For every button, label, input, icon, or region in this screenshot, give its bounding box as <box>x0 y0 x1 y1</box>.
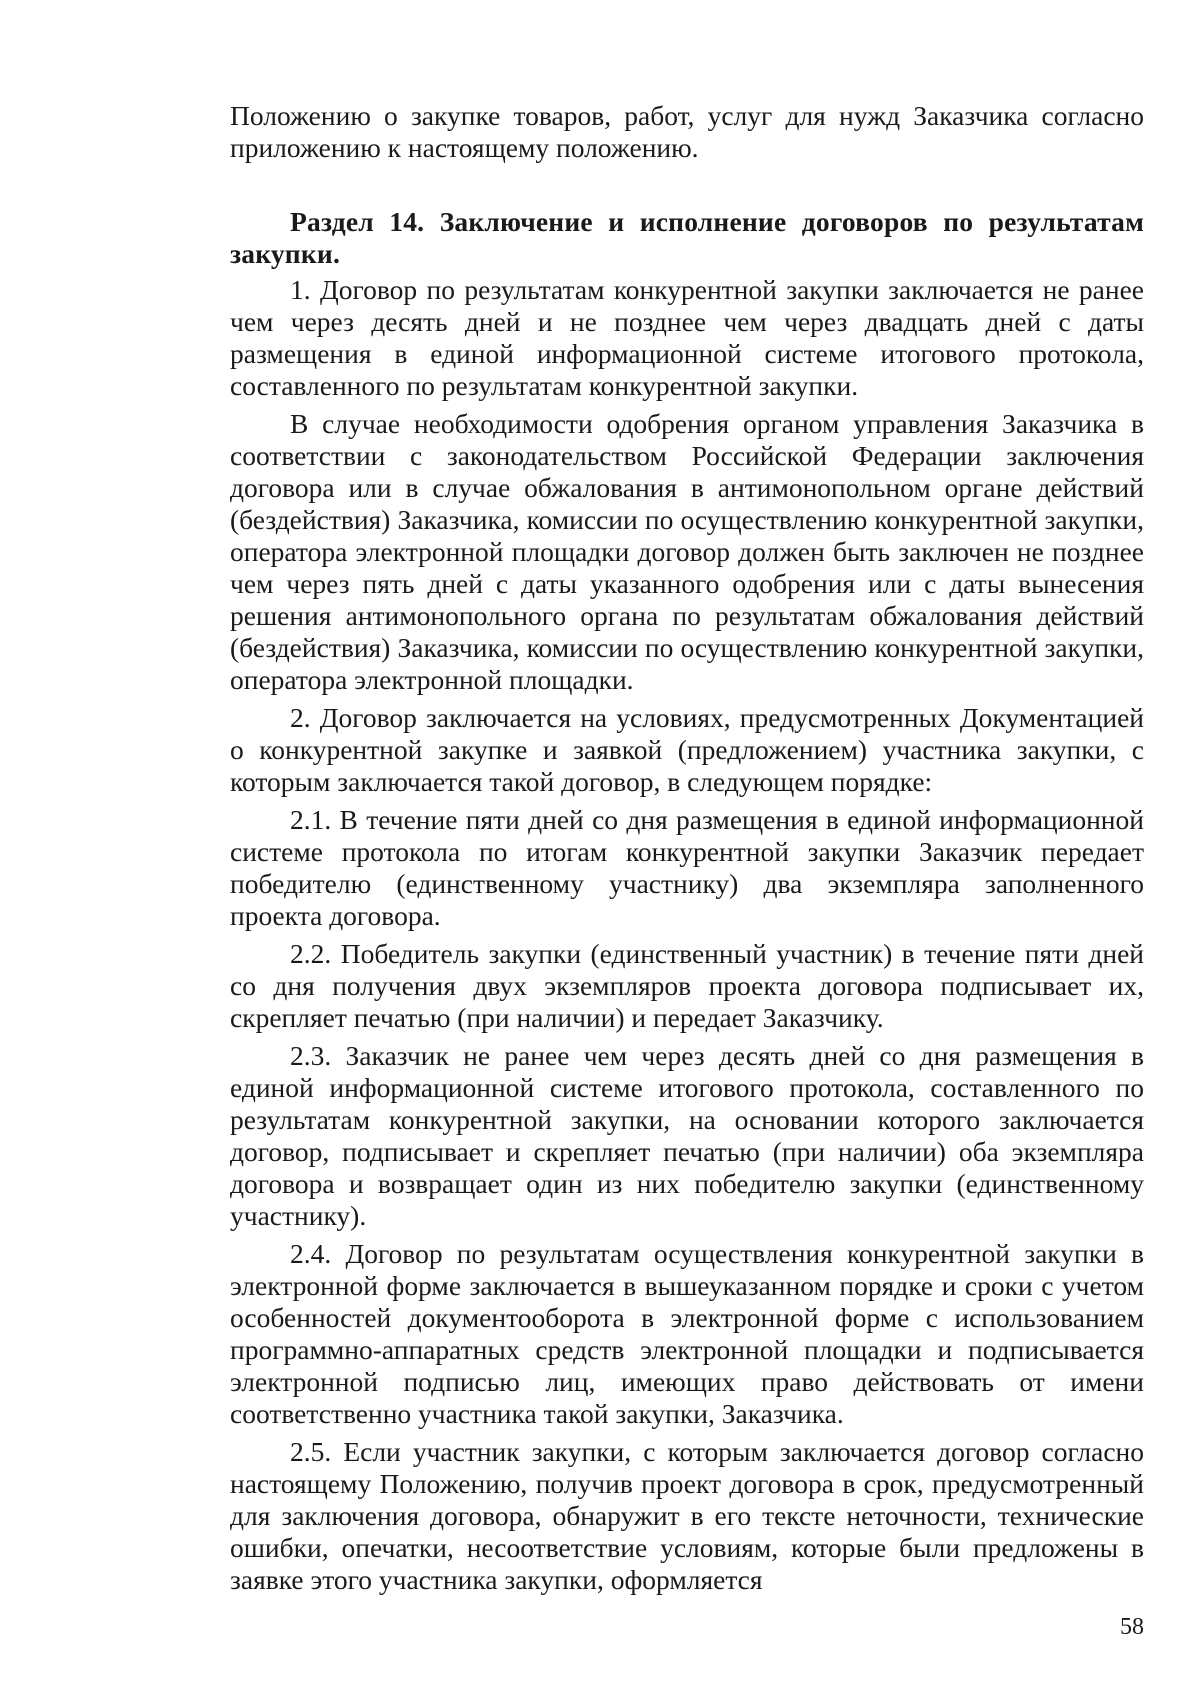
section-heading: Раздел 14. Заключение и исполнение договоров по результатам закупки. <box>230 206 1144 269</box>
paragraph-3: 2. Договор заключается на условиях, предусмотренных Документацией о конкурентной закупке и заявкой (предложением) участника закупки, с которым заключается такой договор, в следующем порядке: <box>230 702 1144 797</box>
intro-paragraph: Положению о закупке товаров, работ, услуг для нужд Заказчика согласно приложению к настоящему положению. <box>230 100 1144 163</box>
paragraph-2-2: 2.2. Победитель закупки (единственный участник) в течение пяти дней со дня получения двух экземпляров проекта договора подписывает их, скрепляет печатью (при наличии) и передает Заказчику. <box>230 938 1144 1033</box>
paragraph-2-5: 2.5. Если участник закупки, с которым заключается договор согласно настоящему Положению, получив проект договора в срок, предусмотренный для заключения договора, обнаружит в его тексте неточности, технические ошибки, опечатки, несоответствие условиям, которые были предложены в заявке этого участника закупки, оформляется <box>230 1436 1144 1595</box>
paragraph-2-1: 2.1. В течение пяти дней со дня размещения в единой информационной системе протокола по итогам конкурентной закупки Заказчик передает победителю (единственному участнику) два экземпляра заполненного проекта договора. <box>230 804 1144 931</box>
page-number: 58 <box>1120 1614 1144 1640</box>
paragraph-2: В случае необходимости одобрения органом управления Заказчика в соответствии с законодательством Российской Федерации заключения договора или в случае обжалования в антимонопольном органе действий (бездействия) Заказчика, комиссии по осуществлению конкурентной закупки, оператора электронной площадки договор должен быть заключен не позднее чем через пять дней с даты указанного одобрения или с даты вынесения решения антимонопольного органа по результатам обжалования действий (бездействия) Заказчика, комиссии по осуществлению конкурентной закупки, оператора электронной площадки. <box>230 408 1144 695</box>
document-page <box>230 100 1144 1596</box>
paragraph-2-3: 2.3. Заказчик не ранее чем через десять дней со дня размещения в единой информационной системе итогового протокола, составленного по результатам конкурентной закупки, на основании которого заключается договор, подписывает и скрепляет печатью (при наличии) оба экземпляра договора и возвращает один из них победителю закупки (единственному участнику). <box>230 1040 1144 1231</box>
paragraph-1: 1. Договор по результатам конкурентной закупки заключается не ранее чем через десять дней и не позднее чем через двадцать дней с даты размещения в единой информационной системе итогового протокола, составленного по результатам конкурентной закупки. <box>230 274 1144 401</box>
paragraph-2-4: 2.4. Договор по результатам осуществления конкурентной закупки в электронной форме заключается в вышеуказанном порядке и сроки с учетом особенностей документооборота в электронной форме с использованием программно-аппаратных средств электронной площадки и подписывается электронной подписью лиц, имеющих право действовать от имени соответственно участника такой закупки, Заказчика. <box>230 1238 1144 1429</box>
